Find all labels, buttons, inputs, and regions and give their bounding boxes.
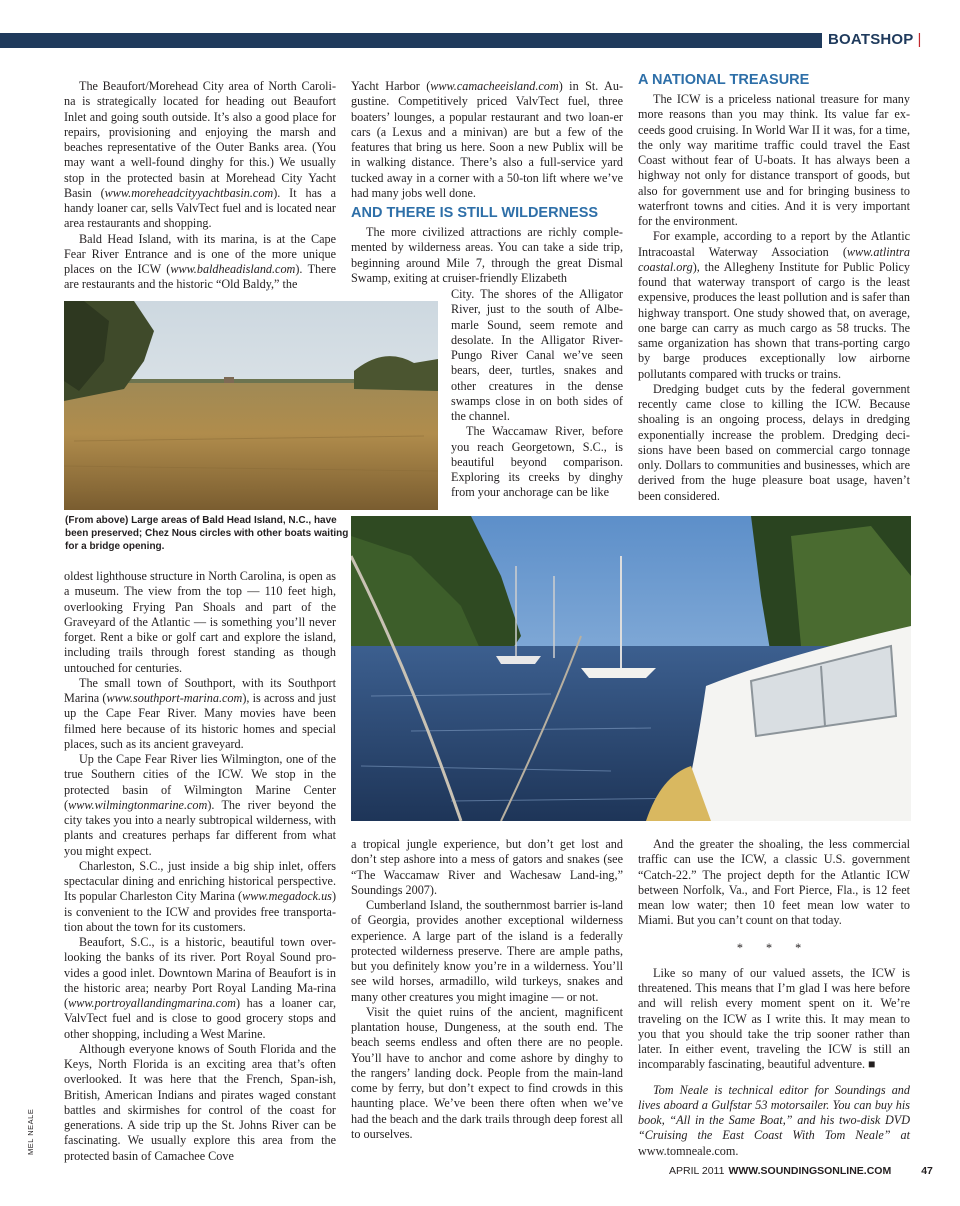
photo-caption: (From above) Large areas of Bald Head Island, N.C., have been preserved; Chez Nous circles with other boats waiting for a bridge opening. xyxy=(65,515,349,552)
heading-wilderness: AND THERE IS STILL WILDERNESS xyxy=(351,205,599,221)
paragraph-cumberland: Cumberland Island, the southernmost barrier is-land of Georgia, provides another exceptional wilderness experience. A large part of the island is a federally protected wilderness preserve. There are ample paths, but you definitely know you’re in a wilderness. You’ll see wild horses, armadillo, wild turkeys, snakes and many other creatures you might imagine — or not. xyxy=(351,898,623,1004)
paragraph-threatened: Like so many of our valued assets, the ICW is threatened. This means that I’m glad I was here before and will relish every moment spent on it. We’re traveling on the ICW as I write this. It may mean to you that you should take the trip sooner rather than later. In either event, traveling the ICW is still an incomparably fascinating, beautiful adventure. ■ xyxy=(638,965,910,1072)
page-footer xyxy=(669,1165,933,1177)
column-1-top xyxy=(64,79,336,293)
photo-credit: MEL NEALE xyxy=(26,1108,35,1155)
column-1-bottom xyxy=(64,569,336,1164)
boats-photo-image xyxy=(351,516,911,821)
paragraph-catch-22: And the greater the shoaling, the less commercial traffic can use the ICW, a classic U.S. government “Catch-22.” The project depth for the Atlantic ICW between Norfolk, Va., and Fort Pierce, Fla., is 12 feet mean low water; then 10 feet mean low water to Miami. But you can’t count on that today. xyxy=(638,837,910,928)
link-url[interactable]: www.wilmingtonmarine.com xyxy=(68,797,208,812)
paragraph-beaufort-sc: Beaufort, S.C., is a historic, beautiful town over-looking the banks of its river. Port Royal Sound pro-vides a good inlet. Downtown Marina of Beaufort is in the historic area; nearby Port Royal Landing Ma-rina (www.portroyallandingmarina.com) has a loaner car, ValvTect fuel and is close to good grocery stops and other shopping, including a West Marine. xyxy=(64,935,336,1041)
column-3-bottom xyxy=(638,837,910,1159)
end-mark: ■ xyxy=(868,1057,876,1072)
header-bar xyxy=(0,33,822,48)
paragraph-wilmington: Up the Cape Fear River lies Wilmington, one of the true Southern cities of the ICW. We stop in the protected basin of Wilmington Marine Center (www.wilmingtonmarine.com). The river beyond the city takes you into a nearly subtropical wilderness, with plants and creatures perhaps far different from what you might expect. xyxy=(64,752,336,858)
column-2-top xyxy=(351,79,623,286)
link-url[interactable]: www.camacheeisland.com xyxy=(430,79,559,93)
link-url[interactable]: www.baldheadisland.com xyxy=(170,262,296,276)
paragraph-allegheny: For example, according to a report by the Atlantic Intracoastal Waterway Association (www.atlintra coastal.org), the Allegheny Institute for Public Policy found that waterway transport of cargo is the least expensive, produces the least pollution and is safer than highway transport. One study showed that, on average, one barge can carry as much cargo as 58 trucks. The same organization has shown that trans-porting cargo by barge produces exceptionally low airborne pollutants compared with trucks or trains. xyxy=(638,229,910,381)
page-number: 47 xyxy=(921,1165,933,1177)
author-bio: Tom Neale is technical editor for Soundings and lives aboard a Gulfstar 53 motorsailer. You can buy his book, “All in the Same Boat,” and his two-disk DVD “Cruising the East Coast With Tom Neale” at www.tomneale.com. xyxy=(638,1082,910,1158)
paragraph-camachee: Yacht Harbor (www.camacheeisland.com) in St. Au-gustine. Competitively priced ValvTect fuel, three boaters’ lounges, a popular restaurant and two loan-er cars (a Lexus and a minivan) are but a few of the features that bring us here. Soon a new Publix will be in walking distance. There’s also a full-service yard tucked away in a corner with a 50-ton lift where we’ve had many jobs well done. xyxy=(351,79,623,200)
section-break: * * * xyxy=(736,940,812,955)
link-url[interactable]: www.atlintra coastal.org xyxy=(638,244,910,274)
paragraph-dredging: Dredging budget cuts by the federal government recently came close to killing the ICW. Because shoaling is an ongoing process, delays in dredging exponentially increase the problem. Dredging deci-sions have been based on commercial cargo tonnage only. Dollars to communities and businesses, which are derived from the huge pleasure boat usage, haven’t been considered. xyxy=(638,381,910,503)
boats-photo xyxy=(351,516,911,821)
paragraph-beaufort: The Beaufort/Morehead City area of North Caroli-na is strategically located for heading out Beaufort Inlet and going south outside. It’s also a good place for repairs, provisioning and enjoying the marsh and beaches representative of the Outer Banks area. (You may want a well-found dinghy for this.) We usually stop in the protected basin at Morehead City Yacht Basin (www.moreheadcityyachtbasin.com). It has a handy loaner car, sells ValvTect fuel and is located near area restaurants and shopping. xyxy=(64,79,336,231)
paragraph-wilderness: The more civilized attractions are richly comple-mented by wilderness areas. You can take a side trip, beginning around Mile 7, through the great Dismal Swamp, exiting at cruiser-friendly Elizabeth xyxy=(351,225,623,285)
paragraph-charleston: Charleston, S.C., just inside a big ship inlet, offers spectacular dining and enriching historical perspective. Its popular Charleston City Marina (www.megadock.us) is convenient to the ICW and provides free transporta-tion about the town for its customers. xyxy=(64,858,336,934)
paragraph-southport: The small town of Southport, with its Southport Marina (www.southport-marina.com), is across and just up the Cape Fear River. Many movies have been filmed here because of its historic homes and special places, such as its ancient graveyard. xyxy=(64,675,336,751)
column-2-bottom xyxy=(351,837,623,1142)
marsh-photo xyxy=(64,301,438,510)
paragraph-north-florida: Although everyone knows of South Florida and the Keys, North Florida is an exciting area that’s often overlooked. It was here that the French, Span-ish, British, American Indians and pirates waged constant battles and skirmishes for control of the coast for generations. A side trip up the St. Johns River can be fascinating. We usually explore this area from the protected basin of Camachee Cove xyxy=(64,1041,336,1163)
link-url[interactable]: www.southport-marina.com xyxy=(106,691,243,705)
author-website[interactable]: www.tomneale.com. xyxy=(638,1143,739,1158)
paragraph-bald-head: Bald Head Island, with its marina, is at the Cape Fear River Entrance and is one of the more unique places on the ICW (www.baldheadisland.com). There are restaurants and the historic “Old Baldy,” the xyxy=(64,231,336,292)
paragraph-jungle: a tropical jungle experience, but don’t get lost and don’t step ashore into a mess of gators and snakes (see “The Waccamaw River and Wachesaw Land-ing,” Soundings 2007). xyxy=(351,837,623,897)
column-3-top xyxy=(638,72,910,504)
paragraph-alligator: City. The shores of the Alligator River, just to the south of Albe-marle Sound, seem remote and desolate. In the Alligator River-Pungo River Canal we’ve seen bears, deer, turtles, snakes and other creatures in the dense swamps close in on both sides of the channel. xyxy=(451,287,623,423)
issue-date: APRIL 2011 xyxy=(669,1165,725,1177)
paragraph-dungeness: Visit the quiet ruins of the ancient, magnificent plantation house, Dungeness, at the south end. The beach seems endless and often there are no people. You’ll have to anchor and come ashore by dinghy to the rangers’ landing dock. People from the main-land come by ferry, but don’t expect to find crowds in this haunting place. We’ve been there often when we’ve had the beach and the dark trails through deep forest all to ourselves. xyxy=(351,1004,623,1141)
marsh-photo-image xyxy=(64,301,438,510)
link-url[interactable]: www.portroyallandingmarina.com xyxy=(68,996,236,1010)
link-url[interactable]: www.moreheadcityyachtbasin.com xyxy=(104,185,274,200)
section-label: BOATSHOP | xyxy=(828,31,922,48)
heading-national-treasure: A NATIONAL TREASURE xyxy=(638,72,810,88)
paragraph-waccamaw: The Waccamaw River, before you reach Georgetown, S.C., is beautiful beyond comparison. Exploring its creeks by dinghy from your anchorage can be like xyxy=(451,424,623,500)
paragraph-treasure: The ICW is a priceless national treasure for many more reasons than you may think. Its value far ex-ceeds good cruising. In World War II it was, for a time, the only way maritime traffic could travel the East Coast without fear of U-boats. It has always been a highway not only for distance transport of goods, but also for government use and for bringing business to waterfront towns and cities. And it is very important for the environment. xyxy=(638,92,910,228)
link-url[interactable]: www.megadock.us xyxy=(242,889,332,904)
column-2-narrow xyxy=(451,287,623,501)
website-link[interactable]: WWW.SOUNDINGSONLINE.COM xyxy=(728,1165,892,1177)
paragraph-lighthouse: oldest lighthouse structure in North Carolina, is open as a museum. The view from the top — 110 feet high, overlooking Frying Pan Shoals and part of the Graveyard of the Atlantic — is something you’ll never forget. Rent a bike or golf cart and explore the island, including trails through forest standing as though untouched for centuries. xyxy=(64,569,336,675)
